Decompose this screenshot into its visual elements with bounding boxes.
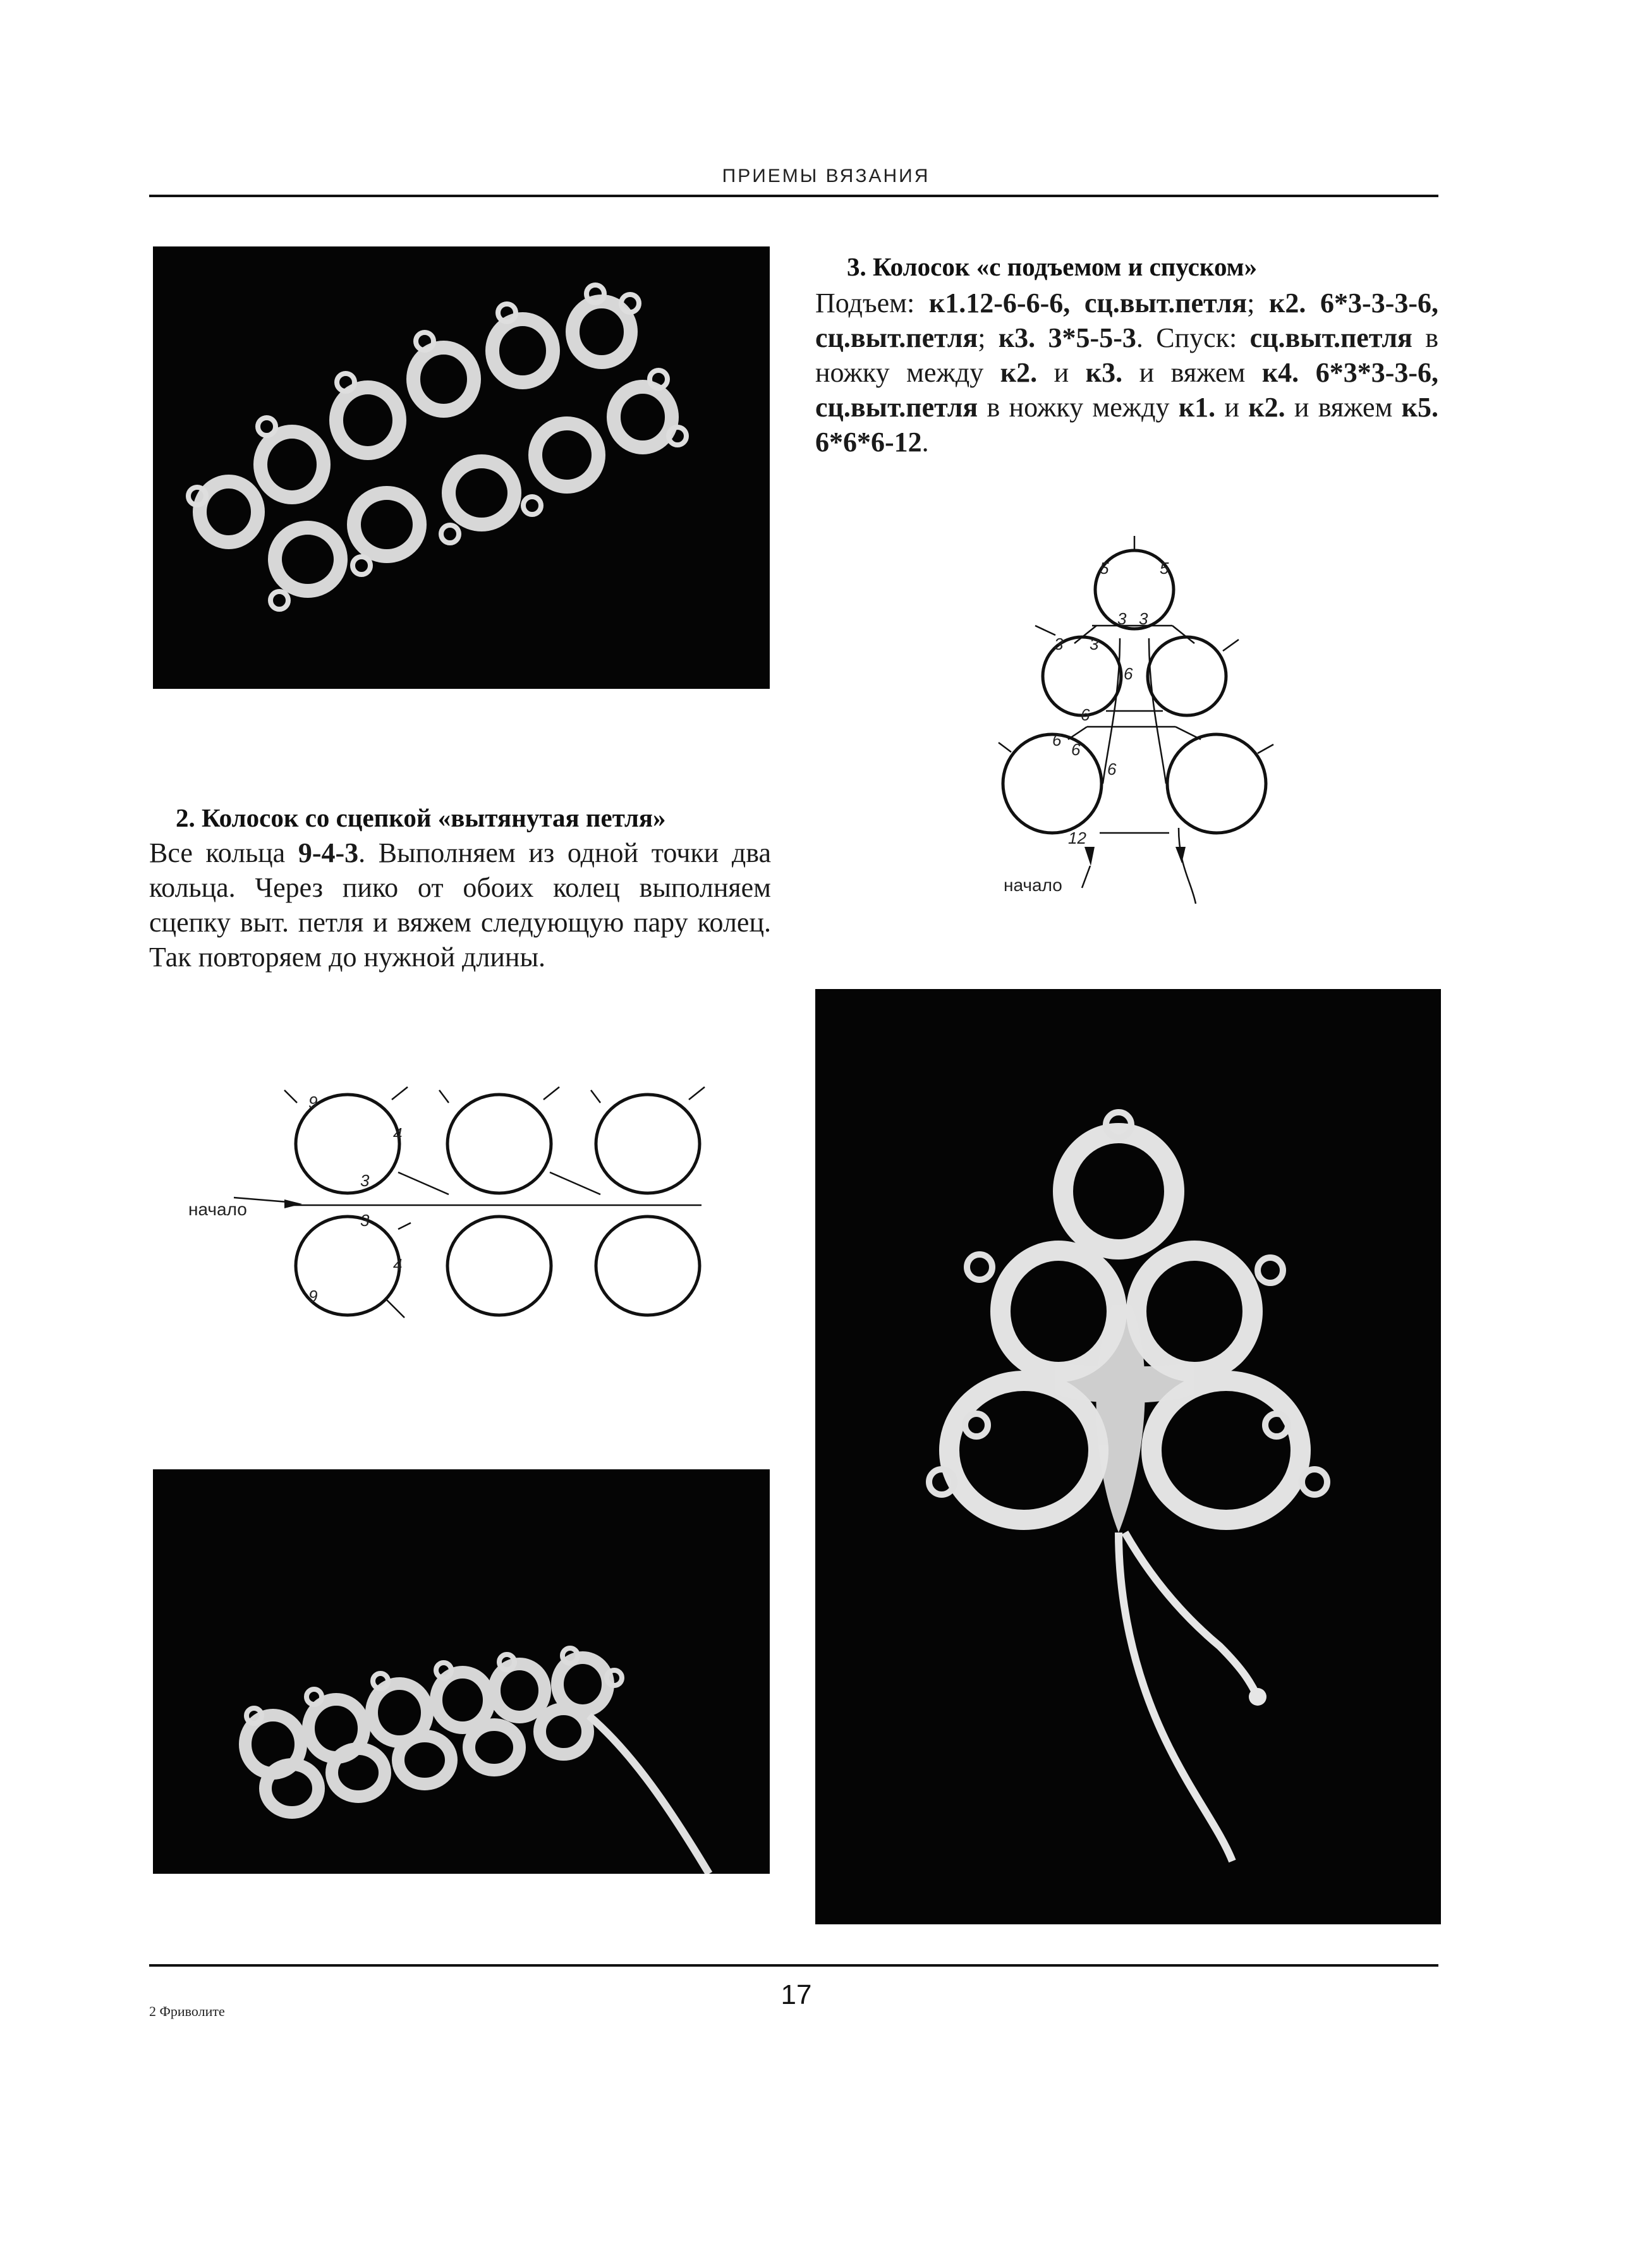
text-run: к2.	[1000, 357, 1038, 388]
footer-rule	[149, 1964, 1438, 1967]
text-run: к2. 6*3-3-3-6, сц.выт.петля	[815, 288, 1438, 353]
diagram2-start-label: начало	[188, 1199, 247, 1219]
text-run: к5. 6*6*6-12	[815, 392, 1438, 458]
diagram-elongated-loop-chain	[171, 1065, 714, 1343]
header-rule	[149, 195, 1438, 197]
diagram3-start-label: начало	[1004, 875, 1062, 895]
text-run: в ножку между	[815, 322, 1439, 388]
text-run: .	[921, 427, 929, 458]
diagram2-num-bot-9: 9	[308, 1287, 318, 1306]
text-run: к4. 6*3*3-3-6, сц.выт.петля	[815, 357, 1438, 423]
ring-k4	[1148, 637, 1226, 715]
diagram-rise-and-fall	[973, 531, 1302, 904]
text-run: ;	[1247, 288, 1270, 319]
footer-signature: 2 Фриволите	[149, 2003, 225, 2019]
diagram3-num-k1-lower: 6	[1107, 760, 1117, 779]
section-3-title: 3. Колосок «с подъемом и спуском»	[847, 252, 1258, 281]
diagram3-num-mid-b: 3	[1139, 609, 1148, 628]
diagram3-num-k1-side: 6	[1052, 731, 1062, 750]
text-run: и вяжем	[1285, 392, 1402, 423]
diagram2-num-bot-3: 3	[360, 1211, 370, 1230]
diagram3-num-top-right: 5	[1160, 559, 1169, 578]
text-run: . Выполняем из одной точки два кольца. Через пико от обоих колец выполняем сцепку выт. петля и вяжем следующую пару колец. Так повторяем до нужной длины.	[149, 837, 771, 973]
section-2-title: 2. Колосок со сцепкой «вытянутая петля»	[176, 803, 666, 832]
section-3-paragraph	[815, 286, 1438, 459]
diagram2-num-top-3: 3	[360, 1171, 370, 1190]
text-run: и вяжем	[1122, 357, 1262, 388]
photo-lace-leaf	[815, 989, 1441, 1924]
text-run: сц.выт.петля	[1249, 322, 1412, 353]
diagram3-num-k1-inner: 6	[1071, 740, 1081, 759]
text-run: 9-4-3	[298, 837, 359, 868]
text-run: Все кольца	[149, 837, 298, 868]
diagram3-num-k1-bottom: 12	[1068, 829, 1086, 847]
diagram3-num-k1-top: 6	[1081, 705, 1090, 724]
diagram3-num-k2-inner: 6	[1124, 664, 1133, 683]
diagram3-num-k2-left: 3	[1054, 634, 1064, 653]
text-run: Подъем:	[815, 288, 929, 319]
photo-lace-chain-bottom	[153, 1469, 770, 1874]
text-run: и	[1215, 392, 1249, 423]
running-header: ПРИЕМЫ ВЯЗАНИЯ	[722, 166, 930, 186]
ring-k5	[1167, 734, 1266, 833]
diagram2-num-top-9: 9	[308, 1093, 318, 1112]
text-run: и	[1037, 357, 1086, 388]
text-run: к3.	[1085, 357, 1123, 388]
diagram2-num-top-4: 4	[393, 1124, 403, 1143]
text-run: ;	[978, 322, 999, 353]
diagram2-num-bot-4: 4	[393, 1255, 403, 1274]
page-number: 17	[780, 1979, 812, 2010]
text-run: к1.12-6-6-6, сц.выт.петля	[928, 288, 1248, 319]
photo-lace-chain-top	[153, 246, 770, 689]
text-run: . Спуск:	[1136, 322, 1250, 353]
diagram3-num-mid-a: 3	[1117, 609, 1127, 628]
diagram3-num-k2-right: 3	[1090, 634, 1099, 653]
text-run: к1.	[1178, 392, 1216, 423]
text-run: в ножку между	[978, 392, 1179, 423]
section-2-paragraph	[149, 835, 771, 974]
text-run: к3. 3*5-5-3	[998, 322, 1136, 353]
diagram3-num-top-left: 5	[1100, 559, 1109, 578]
text-run: к2.	[1248, 392, 1285, 423]
